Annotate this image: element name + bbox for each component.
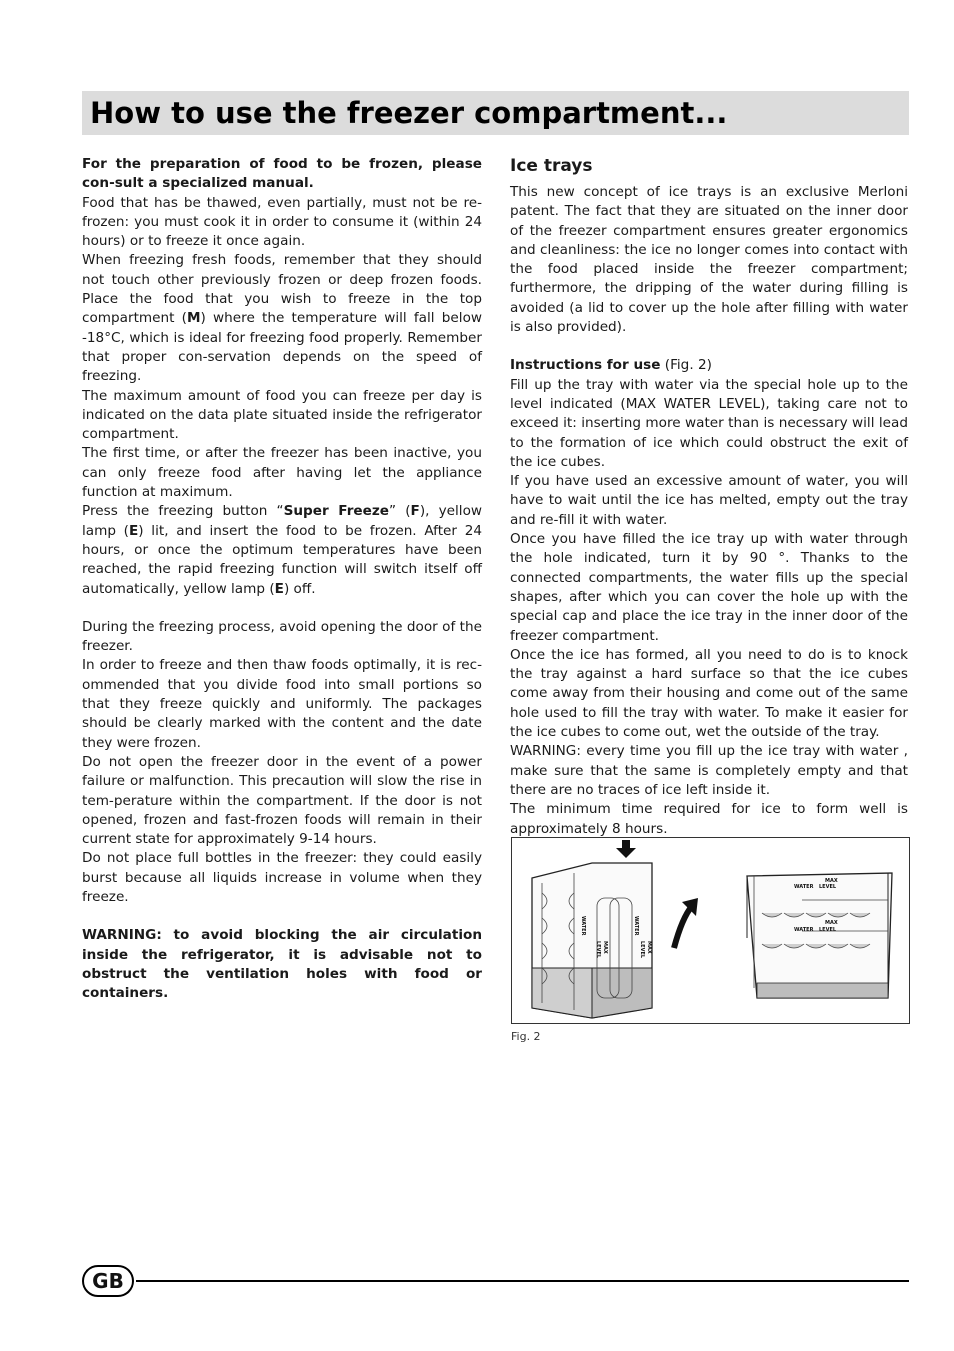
- paragraph: [510, 356, 908, 375]
- paragraph: Food that has be thawed, even partially, must not be re-frozen: you must cook it in order to consume it (within 24 hours) or to freeze it once again.: [82, 194, 482, 250]
- label-water: WATER: [794, 884, 814, 890]
- label-level: LEVEL: [595, 941, 601, 959]
- text-run: ), yellow lamp (: [82, 503, 483, 539]
- paragraph: Fill up the tray with water via the special hole up to the level indicated (MAX WATER LEVEL), taking care not to exceed it: inserting more water than is necessary will lead to the formation of ice which could obstruct the exit of the ice cubes.: [510, 376, 908, 470]
- label-water: WATER: [794, 927, 814, 933]
- super-freeze-label: Super Freeze: [283, 503, 389, 520]
- paragraph: [82, 502, 482, 598]
- spacer: [510, 337, 908, 356]
- text-run: Press the freezing button “: [82, 503, 284, 520]
- paragraph: In order to freeze and then thaw foods optimally, it is rec-ommended that you divide food into small portions so that they freeze quickly and uniformly. The packages should be clearly marked with the content and the date they were frozen.: [82, 657, 482, 751]
- spacer: [82, 599, 482, 618]
- label-max: MAX: [646, 941, 652, 954]
- paragraph: This new concept of ice trays is an exclusive Merloni patent. The fact that they are situated on the inner door of the freezer compartment ensures greater ergonomics and cleanliness: the ice no longer comes into contact with the food placed inside the freezer compartment; furthermore, the dripping of the water during filling is avoided (a lid to cover up the hole after filling with water is also provided).: [510, 184, 908, 336]
- title-bar: [82, 91, 909, 135]
- language-badge: GB: [82, 1265, 134, 1297]
- text-run: When freezing fresh foods, remember that they should not touch other previously frozen or deep frozen foods. Place the food that you wish to freeze in the top compartment (: [82, 252, 482, 327]
- label-m: M: [187, 310, 201, 327]
- paragraph: Do not place full bottles in the freezer: they could easily burst because all liquids increase in volume when they freeze.: [82, 850, 482, 905]
- paragraph: The first time, or after the freezer has been inactive, you can only freeze food after having let the appliance function at maximum.: [82, 445, 482, 501]
- figure-ref: (Fig. 2): [660, 357, 712, 374]
- label-max: MAX: [825, 878, 838, 884]
- footer-rule: [136, 1280, 909, 1282]
- paragraph: Do not open the freezer door in the event of a power failure or malfunction. This precaution will slow the rise in tem-perature within the compartment. If the door is not opened, frozen and fast-frozen foods will remain in their current state for approximately 9-14 hours.: [82, 753, 482, 848]
- label-max: MAX: [602, 941, 608, 954]
- left-column: [82, 155, 482, 1003]
- ice-tray-figure: [511, 837, 910, 1024]
- label-level: LEVEL: [819, 927, 837, 933]
- label-max: MAX: [825, 920, 838, 926]
- label-e: E: [274, 580, 284, 597]
- ice-tray-illustration: [512, 838, 909, 1023]
- label-level: LEVEL: [639, 941, 645, 959]
- paragraph: WARNING: every time you fill up the ice tray with water , make sure that the same is completely empty and that there are no traces of ice left inside it.: [510, 743, 908, 798]
- label-water: WATER: [580, 916, 586, 936]
- section-heading: Ice trays: [510, 156, 593, 176]
- warning-text: WARNING: to avoid blocking the air circulation inside the refrigerator, it is advisable not to obstruct the ventilation holes with food or containers.: [82, 927, 482, 1002]
- text-run: ) off.: [283, 580, 316, 597]
- paragraph: Once you have filled the ice tray up with water through the hole indicated, turn it by 90 °. Thanks to the connected compartments, the water fills up the special shapes, after which you can cover the hole up with the special cap and place the ice tray in the inner door of the freezer compartment.: [510, 531, 908, 644]
- text-run: ) lit, and insert the food to be frozen. After 24 hours, or once the optimum temperatures have been reached, the rapid freezing function will switch itself off automatically, yellow lamp (: [82, 522, 482, 597]
- figure-caption: Fig. 2: [511, 1030, 541, 1043]
- paragraph: If you have used an excessive amount of water, you will have to wait until the ice has melted, empty out the tray and re-fill it with water.: [510, 473, 908, 528]
- horizontal-tray-drawing: [747, 873, 892, 998]
- paragraph: [82, 251, 482, 386]
- page-title: How to use the freezer compartment...: [90, 96, 728, 130]
- spacer: [82, 907, 482, 926]
- paragraph: The minimum time required for ice to form well is approximately 8 hours.: [510, 801, 908, 837]
- instructions-heading: Instructions for use: [510, 357, 661, 374]
- label-f: F: [410, 503, 420, 520]
- label-level: LEVEL: [819, 884, 837, 890]
- paragraph: The maximum amount of food you can freeze per day is indicated on the data plate situated inside the refrigerator compartment.: [82, 387, 482, 443]
- paragraph: During the freezing process, avoid opening the door of the freezer.: [82, 618, 482, 655]
- paragraph: Once the ice has formed, all you need to do is to knock the tray against a hard surface so that the ice cubes come away from their housing and come out of the same hole used to fill the tray with water. To make it easier for the ice cubes to come out, wet the outside of the tray.: [510, 646, 908, 741]
- label-water: WATER: [633, 916, 639, 936]
- text-run: ) where the temperature will fall below -18°C, which is ideal for freezing food properly. Remember that proper con-servation depends on the speed of freezing.: [82, 310, 482, 385]
- intro-bold: For the preparation of food to be frozen, please con-sult a specialized manual.: [82, 156, 482, 192]
- label-e: E: [129, 522, 139, 539]
- text-run: ” (: [389, 503, 411, 520]
- right-column: [510, 155, 908, 839]
